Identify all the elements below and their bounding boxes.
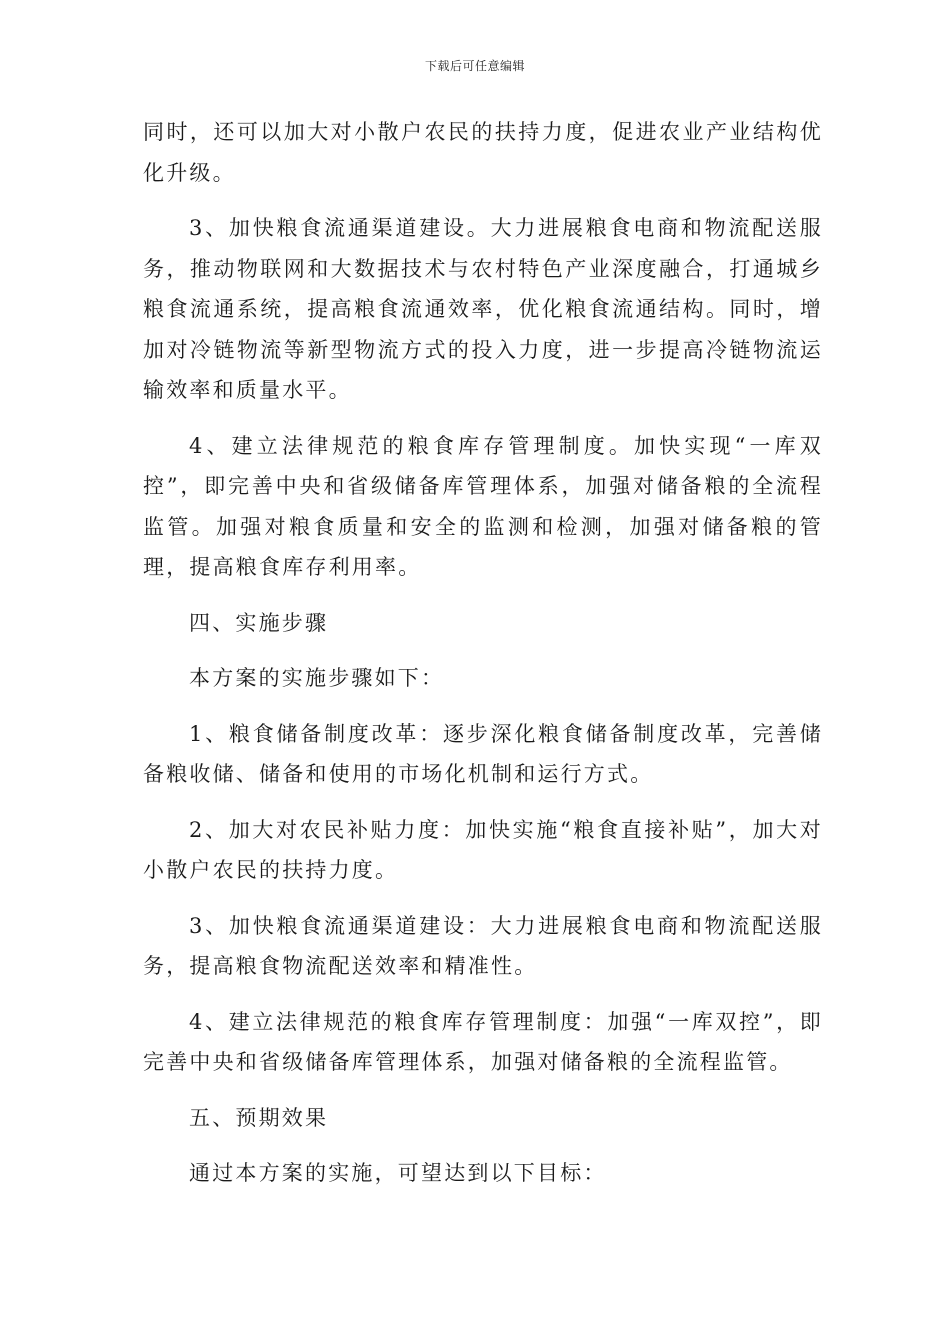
paragraph-steps-intro: 本方案的实施步骤如下： [189, 666, 445, 690]
section-heading-implementation: 四、实施步骤 [189, 610, 329, 635]
page-header-note: 下载后可任意编辑 [424, 59, 525, 73]
paragraph-step-2: 2、加大对农民补贴力度：加快实施“粮食直接补贴”，加大对小散户农民的扶持力度。 [143, 817, 823, 882]
paragraph-continuation: 同时，还可以加大对小散户农民的扶持力度，促进农业产业结构优化升级。 [143, 120, 823, 185]
paragraph-step-4: 4、建立法律规范的粮食库存管理制度：加强“一库双控”，即完善中央和省级储备库管理体系，加强对储备粮的全流程监管。 [143, 1009, 823, 1074]
section-heading-expected-effects: 五、预期效果 [189, 1105, 329, 1130]
document-body [143, 112, 823, 1209]
paragraph-effects-intro: 通过本方案的实施，可望达到以下目标： [189, 1161, 607, 1185]
paragraph-item-3-channels: 3、加快粮食流通渠道建设。大力进展粮食电商和物流配送服务，推动物联网和大数据技术与农村特色产业深度融合，打通城乡粮食流通系统，提高粮食流通效率，优化粮食流通结构。同时，增加对冷链物流等新型物流方式的投入力度，进一步提高冷链物流运输效率和质量水平。 [143, 216, 823, 402]
paragraph-step-3: 3、加快粮食流通渠道建设：大力进展粮食电商和物流配送服务，提高粮食物流配送效率和精准性。 [143, 913, 823, 978]
paragraph-step-1: 1、粮食储备制度改革：逐步深化粮食储备制度改革，完善储备粮收储、储备和使用的市场化机制和运行方式。 [143, 721, 823, 786]
paragraph-item-4-inventory: 4、建立法律规范的粮食库存管理制度。加快实现“一库双控”，即完善中央和省级储备库管理体系，加强对储备粮的全流程监管。加强对粮食质量和安全的监测和检测，加强对储备粮的管理，提高粮食库存利用率。 [143, 433, 823, 579]
